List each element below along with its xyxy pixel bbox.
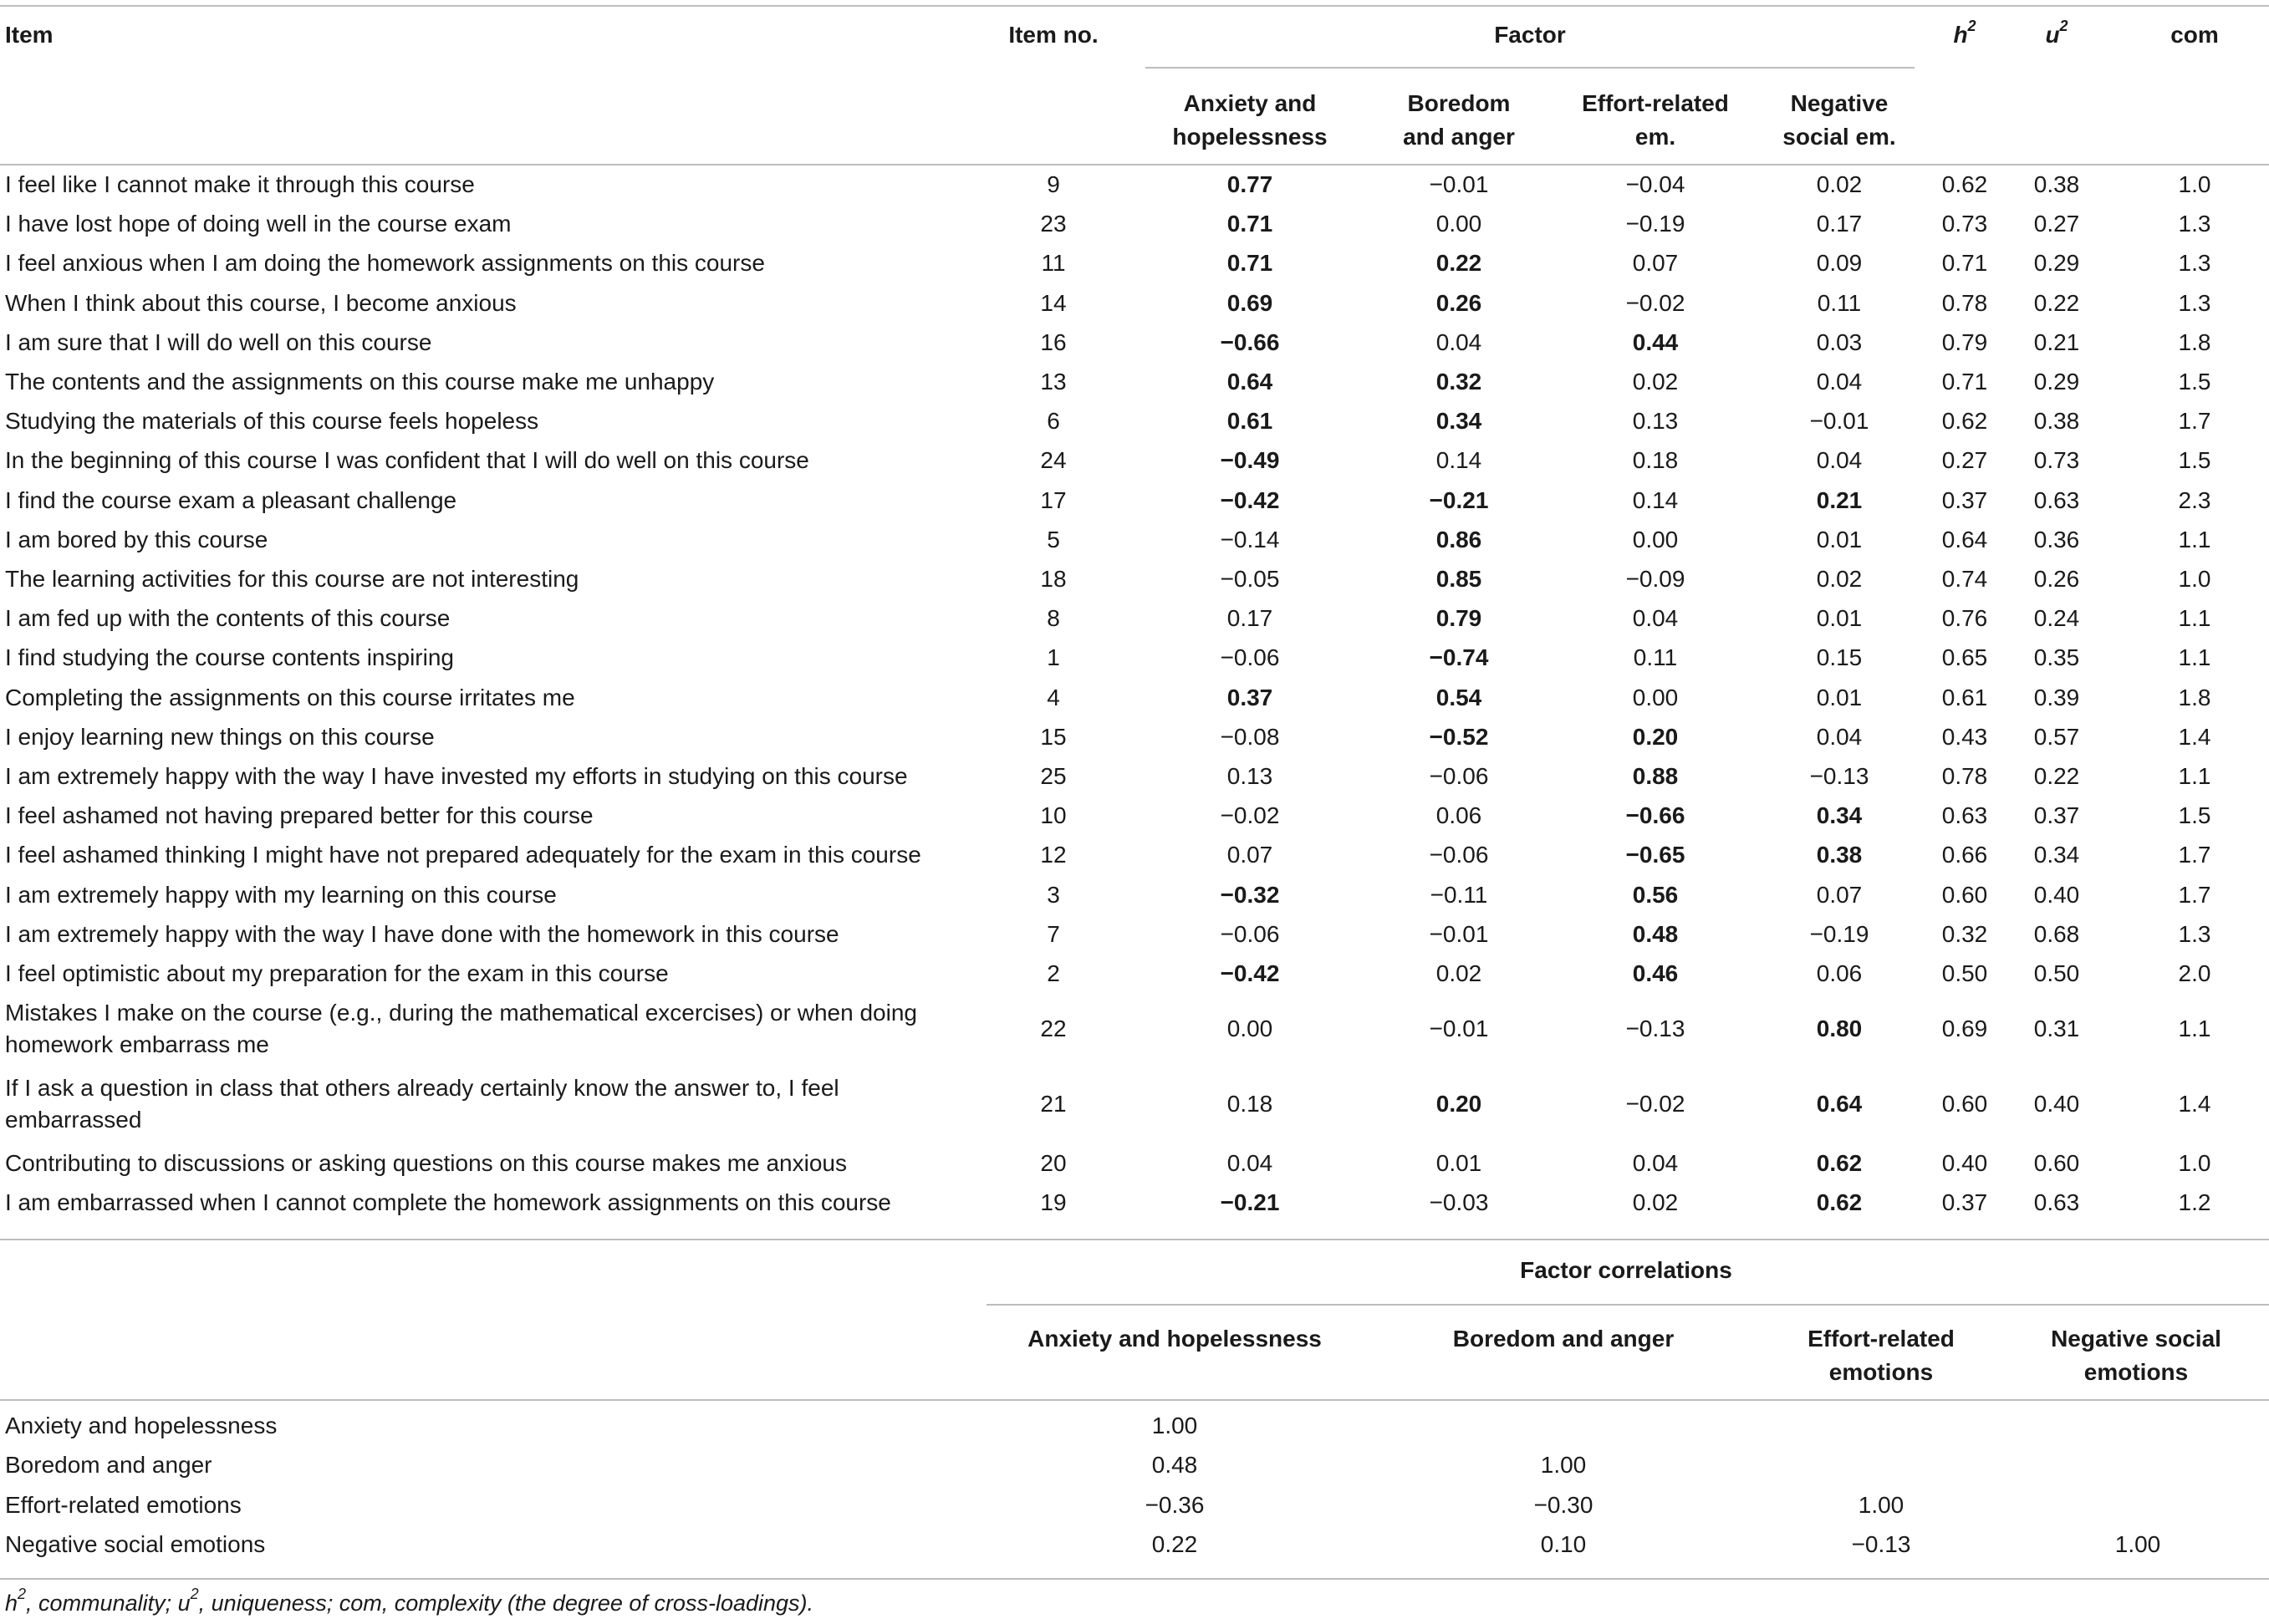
header-bottom-rule <box>0 164 2269 165</box>
h2-value: 0.60 <box>1941 881 1988 908</box>
h2-value: 0.62 <box>1941 171 1988 197</box>
factor-loading-4: 0.01 <box>1816 605 1863 632</box>
item-number: 19 <box>1040 1189 1067 1216</box>
com-value: 1.0 <box>2178 1150 2211 1177</box>
h2-value: 0.60 <box>1941 1091 1988 1117</box>
table-row <box>0 838 2269 878</box>
factor-loading-3: 0.07 <box>1632 250 1679 277</box>
item-text-continued: embarrassed <box>5 1107 142 1133</box>
item-number: 20 <box>1040 1150 1067 1177</box>
table-row <box>0 207 2269 247</box>
com-value: 1.5 <box>2178 802 2211 829</box>
table-row <box>0 523 2269 563</box>
item-text: I feel anxious when I am doing the homework assignments on this course <box>5 250 765 277</box>
header-u2: $u^2$ <box>2045 17 2068 48</box>
u2-value: 0.24 <box>2033 605 2080 632</box>
corr-header-3: Effort-related emotions <box>1808 1326 1955 1385</box>
factor-loading-3: 0.46 <box>1632 960 1679 986</box>
item-text: I find studying the course contents inspiring <box>5 644 454 671</box>
factor-loading-4: −0.19 <box>1809 920 1869 947</box>
table-row <box>0 405 2269 444</box>
u2-value: 0.29 <box>2033 250 2080 277</box>
header-factor: Factor <box>1494 22 1566 48</box>
com-value: 1.4 <box>2178 1091 2211 1117</box>
factor-loading-3: 0.04 <box>1632 605 1679 632</box>
factor-loading-4: 0.09 <box>1816 250 1863 277</box>
item-number: 13 <box>1040 369 1067 395</box>
item-text: I feel like I cannot make it through this course <box>5 171 475 197</box>
factor-loading-4: 0.07 <box>1816 881 1863 908</box>
item-text: I am fed up with the contents of this course <box>5 605 451 632</box>
u2-value: 0.31 <box>2033 1016 2080 1042</box>
item-text: If I ask a question in class that others already certainly know the answer to, I feel <box>5 1075 839 1102</box>
u2-value: 0.35 <box>2033 644 2080 671</box>
header-factor-1: Anxiety and hopelessness <box>1172 90 1328 150</box>
factor-loading-2: 0.04 <box>1435 328 1482 355</box>
factor-loading-3: 0.20 <box>1632 723 1679 750</box>
item-number: 9 <box>1047 171 1060 197</box>
factor-loading-3: −0.13 <box>1625 1016 1685 1042</box>
table-row <box>0 957 2269 996</box>
factor-loading-2: 0.06 <box>1435 802 1482 829</box>
factor-loading-4: 0.62 <box>1816 1150 1863 1177</box>
factor-loading-1: −0.08 <box>1220 723 1280 750</box>
correlation-row <box>0 1528 2269 1567</box>
factor-loading-3: 0.14 <box>1632 486 1679 513</box>
item-number: 11 <box>1041 250 1066 277</box>
factor-loading-1: 0.69 <box>1226 289 1273 316</box>
factor-loading-3: 0.44 <box>1632 328 1679 355</box>
factor-loading-2: 0.00 <box>1435 211 1482 237</box>
item-text: I have lost hope of doing well in the course exam <box>5 211 512 237</box>
item-number: 1 <box>1047 644 1060 671</box>
factor-loading-1: −0.32 <box>1220 881 1280 908</box>
factor-loading-4: 0.01 <box>1816 684 1863 710</box>
factor-loading-3: −0.04 <box>1625 171 1685 197</box>
item-number: 25 <box>1040 763 1067 789</box>
com-value: 1.0 <box>2178 566 2211 592</box>
item-number: 3 <box>1047 881 1060 908</box>
com-value: 1.3 <box>2178 211 2211 237</box>
factor-loading-4: 0.15 <box>1816 644 1863 671</box>
item-text: I am extremely happy with the way I have invested my efforts in studying on this course <box>5 763 908 789</box>
item-number: 24 <box>1040 447 1067 474</box>
item-number: 23 <box>1040 211 1067 237</box>
correlation-value-1: 0.48 <box>1151 1452 1198 1479</box>
factor-loading-3: 0.00 <box>1632 684 1679 710</box>
factor-loading-2: −0.74 <box>1429 644 1489 671</box>
factor-loading-4: 0.01 <box>1816 526 1863 552</box>
u2-value: 0.34 <box>2033 842 2080 868</box>
factor-loading-1: 0.71 <box>1226 211 1273 237</box>
h2-value: 0.65 <box>1941 644 1988 671</box>
factor-loading-4: 0.80 <box>1816 1016 1863 1042</box>
table-row <box>0 878 2269 918</box>
factor-loading-3: 0.48 <box>1632 920 1679 947</box>
com-value: 2.3 <box>2178 486 2211 513</box>
factor-loading-1: 0.04 <box>1226 1150 1273 1177</box>
h2-value: 0.43 <box>1941 723 1988 750</box>
factor-loading-3: −0.09 <box>1625 566 1685 592</box>
factor-loading-1: 0.07 <box>1226 842 1273 868</box>
correlation-value-2: −0.30 <box>1533 1491 1593 1518</box>
factor-loading-1: −0.21 <box>1220 1189 1280 1216</box>
h2-value: 0.40 <box>1941 1150 1988 1177</box>
item-text: I am bored by this course <box>5 526 268 552</box>
correlation-row-label: Effort-related emotions <box>5 1491 242 1518</box>
item-number: 21 <box>1040 1091 1067 1117</box>
u2-value: 0.68 <box>2033 920 2080 947</box>
table-row <box>0 720 2269 760</box>
u2-value: 0.37 <box>2033 802 2080 829</box>
factor-loading-4: 0.11 <box>1817 289 1862 316</box>
table-row <box>0 996 2269 1072</box>
item-number: 8 <box>1047 605 1060 632</box>
loadings-bottom-rule <box>0 1239 2269 1240</box>
u2-value: 0.60 <box>2033 1150 2080 1177</box>
factor-loading-4: 0.38 <box>1816 842 1863 868</box>
factor-loading-2: −0.01 <box>1429 171 1489 197</box>
header-h2: $h^2$ <box>1953 17 1976 48</box>
correlation-value-4: 1.00 <box>2114 1530 2161 1557</box>
bottom-rule <box>0 1578 2269 1580</box>
com-value: 1.3 <box>2178 250 2211 277</box>
factor-loading-1: 0.13 <box>1226 763 1273 789</box>
item-number: 5 <box>1047 526 1060 552</box>
factor-loading-4: 0.04 <box>1816 723 1863 750</box>
u2-value: 0.63 <box>2033 486 2080 513</box>
factor-loading-4: 0.06 <box>1816 960 1863 986</box>
item-text: I am embarrassed when I cannot complete the homework assignments on this course <box>5 1189 891 1216</box>
top-rule <box>0 5 2269 7</box>
item-text: When I think about this course, I become anxious <box>5 289 517 316</box>
correlation-row-label: Boredom and anger <box>5 1452 212 1479</box>
correlation-row-label: Negative social emotions <box>5 1530 266 1557</box>
com-value: 1.1 <box>2178 526 2211 552</box>
factor-loading-4: 0.04 <box>1816 369 1863 395</box>
item-text: I feel optimistic about my preparation for the exam in this course <box>5 960 669 986</box>
table-row <box>0 681 2269 720</box>
factor-loading-3: 0.00 <box>1632 526 1679 552</box>
factor-loading-4: 0.34 <box>1816 802 1863 829</box>
factor-loading-4: −0.01 <box>1809 408 1869 435</box>
factor-rule <box>1145 67 1915 69</box>
header-factor-4: Negative social em. <box>1782 90 1896 150</box>
factor-loading-3: 0.02 <box>1632 369 1679 395</box>
table-row <box>0 1186 2269 1225</box>
factor-loading-3: 0.13 <box>1632 408 1679 435</box>
table-row <box>0 799 2269 838</box>
h2-value: 0.78 <box>1941 289 1988 316</box>
correlation-row-label: Anxiety and hopelessness <box>5 1413 278 1438</box>
table-row <box>0 444 2269 483</box>
factor-loading-1: −0.14 <box>1220 526 1280 552</box>
factor-loading-2: 0.26 <box>1435 289 1482 316</box>
header-item: Item <box>5 22 54 48</box>
factor-loading-2: −0.03 <box>1429 1189 1489 1216</box>
h2-value: 0.79 <box>1941 328 1988 355</box>
table-row <box>0 484 2269 523</box>
item-text: Studying the materials of this course feels hopeless <box>5 408 539 435</box>
factor-loading-1: 0.18 <box>1226 1091 1273 1117</box>
factor-loading-1: −0.05 <box>1220 566 1280 592</box>
com-value: 1.7 <box>2178 408 2211 435</box>
u2-value: 0.39 <box>2033 684 2080 710</box>
factor-loading-3: 0.02 <box>1632 1189 1679 1216</box>
com-value: 1.7 <box>2178 842 2211 868</box>
table-row <box>0 563 2269 602</box>
com-value: 1.5 <box>2178 369 2211 395</box>
factor-loading-1: 0.61 <box>1226 408 1273 435</box>
item-text: Contributing to discussions or asking questions on this course makes me anxious <box>5 1150 847 1177</box>
header-com: com <box>2170 22 2219 48</box>
factor-loading-2: −0.52 <box>1429 723 1489 750</box>
factor-loading-2: 0.86 <box>1435 526 1482 552</box>
table-row <box>0 1072 2269 1147</box>
com-value: 1.1 <box>2178 605 2211 632</box>
table-row <box>0 168 2269 207</box>
item-number: 10 <box>1040 802 1067 829</box>
factor-loading-2: 0.54 <box>1435 684 1482 710</box>
factor-loading-4: 0.03 <box>1816 328 1863 355</box>
u2-value: 0.27 <box>2033 211 2080 237</box>
factor-loading-2: 0.32 <box>1435 369 1482 395</box>
u2-value: 0.73 <box>2033 447 2080 474</box>
corr-header-bottom-rule <box>0 1399 2269 1401</box>
factor-loading-4: 0.02 <box>1816 566 1863 592</box>
factor-loading-3: −0.02 <box>1625 1091 1685 1117</box>
item-number: 14 <box>1040 289 1067 316</box>
factor-loading-1: 0.77 <box>1226 171 1273 197</box>
factor-loading-1: −0.06 <box>1220 644 1280 671</box>
item-number: 18 <box>1040 566 1067 592</box>
h2-value: 0.76 <box>1941 605 1988 632</box>
com-value: 1.3 <box>2178 920 2211 947</box>
factor-loading-2: −0.06 <box>1429 842 1489 868</box>
table-row <box>0 287 2269 326</box>
correlation-row <box>0 1409 2269 1448</box>
correlations-title-rule <box>987 1304 2269 1306</box>
item-number: 6 <box>1047 408 1060 435</box>
u2-value: 0.40 <box>2033 1091 2080 1117</box>
h2-value: 0.27 <box>1941 447 1988 474</box>
table-row <box>0 641 2269 680</box>
item-text-continued: homework embarrass me <box>5 1031 269 1058</box>
com-value: 1.1 <box>2178 1016 2211 1042</box>
com-value: 2.0 <box>2178 960 2211 986</box>
item-text: I am extremely happy with my learning on this course <box>5 881 557 908</box>
factor-loading-2: 0.22 <box>1435 250 1482 277</box>
com-value: 1.1 <box>2178 644 2211 671</box>
item-text: In the beginning of this course I was confident that I will do well on this course <box>5 447 809 474</box>
factor-loading-3: 0.88 <box>1632 763 1679 789</box>
factor-loading-1: −0.02 <box>1220 802 1280 829</box>
factor-loading-3: 0.11 <box>1633 644 1678 671</box>
item-text: I am extremely happy with the way I have done with the homework in this course <box>5 920 839 947</box>
h2-value: 0.66 <box>1941 842 1988 868</box>
item-number: 22 <box>1040 1016 1067 1042</box>
table-row <box>0 1147 2269 1186</box>
factor-loading-1: −0.42 <box>1220 486 1280 513</box>
correlation-value-1: 0.22 <box>1151 1530 1198 1557</box>
item-number: 7 <box>1047 920 1060 947</box>
factor-loading-2: 0.85 <box>1435 566 1482 592</box>
correlation-value-2: 0.10 <box>1540 1530 1587 1557</box>
correlation-value-2: 1.00 <box>1540 1452 1587 1479</box>
com-value: 1.1 <box>2178 763 2211 789</box>
h2-value: 0.64 <box>1941 526 1988 552</box>
factor-loading-4: 0.02 <box>1816 171 1863 197</box>
item-text: I enjoy learning new things on this course <box>5 723 435 750</box>
header-item-no: Item no. <box>1008 22 1099 48</box>
item-text: Completing the assignments on this course irritates me <box>5 684 575 710</box>
factor-loading-2: 0.20 <box>1435 1091 1482 1117</box>
u2-value: 0.57 <box>2033 723 2080 750</box>
com-value: 1.3 <box>2178 289 2211 316</box>
factor-loading-1: 0.17 <box>1226 605 1273 632</box>
factor-loading-2: 0.14 <box>1435 447 1482 474</box>
com-value: 1.5 <box>2178 447 2211 474</box>
item-text: I find the course exam a pleasant challenge <box>5 486 457 513</box>
table-row <box>0 247 2269 286</box>
correlation-value-1: −0.36 <box>1145 1491 1205 1518</box>
factor-loading-2: 0.02 <box>1435 960 1482 986</box>
table-row <box>0 760 2269 799</box>
u2-value: 0.22 <box>2033 289 2080 316</box>
factor-loading-2: −0.01 <box>1429 920 1489 947</box>
factor-loading-1: −0.06 <box>1220 920 1280 947</box>
com-value: 1.8 <box>2178 684 2211 710</box>
table-footnote: $h^2$, communality; $u^2$, uniqueness; com, complexity (the degree of cross-loadings). <box>5 1586 814 1616</box>
item-number: 2 <box>1047 960 1060 986</box>
u2-value: 0.26 <box>2033 566 2080 592</box>
factor-loading-3: −0.19 <box>1625 211 1685 237</box>
factor-loading-2: −0.21 <box>1429 486 1489 513</box>
h2-value: 0.37 <box>1941 486 1988 513</box>
corr-header-2: Boredom and anger <box>1452 1326 1675 1352</box>
table-row <box>0 326 2269 365</box>
factor-loading-2: −0.06 <box>1429 763 1489 789</box>
com-value: 1.4 <box>2178 723 2211 750</box>
item-number: 4 <box>1047 684 1060 710</box>
corr-header-4: Negative social emotions <box>2051 1326 2221 1385</box>
table-row <box>0 918 2269 957</box>
item-text: The learning activities for this course are not interesting <box>5 566 579 592</box>
corr-header-1: Anxiety and hopelessness <box>1027 1326 1322 1352</box>
table-row <box>0 602 2269 641</box>
h2-value: 0.71 <box>1941 250 1988 277</box>
correlation-row <box>0 1489 2269 1528</box>
item-number: 17 <box>1040 486 1067 513</box>
factor-loading-3: −0.02 <box>1625 289 1685 316</box>
factor-loading-4: 0.64 <box>1816 1091 1863 1117</box>
item-text: I feel ashamed thinking I might have not prepared adequately for the exam in this course <box>5 842 921 868</box>
u2-value: 0.22 <box>2033 763 2080 789</box>
item-text: I feel ashamed not having prepared better for this course <box>5 802 594 829</box>
item-number: 12 <box>1040 842 1067 868</box>
factor-loading-1: 0.00 <box>1226 1016 1273 1042</box>
correlation-value-1: 1.00 <box>1151 1413 1198 1438</box>
correlation-row <box>0 1448 2269 1488</box>
factor-loading-3: −0.66 <box>1625 802 1685 829</box>
factor-loading-3: −0.65 <box>1625 842 1685 868</box>
factor-loading-1: −0.49 <box>1220 447 1280 474</box>
correlation-value-3: −0.13 <box>1851 1530 1911 1557</box>
h2-value: 0.63 <box>1941 802 1988 829</box>
u2-value: 0.50 <box>2033 960 2080 986</box>
com-value: 1.2 <box>2178 1189 2211 1216</box>
item-number: 16 <box>1040 328 1067 355</box>
factor-loading-3: 0.56 <box>1632 881 1679 908</box>
h2-value: 0.62 <box>1941 408 1988 435</box>
u2-value: 0.29 <box>2033 369 2080 395</box>
h2-value: 0.78 <box>1941 763 1988 789</box>
factor-loading-4: 0.04 <box>1816 447 1863 474</box>
com-value: 1.8 <box>2178 328 2211 355</box>
factor-loading-2: −0.01 <box>1429 1016 1489 1042</box>
h2-value: 0.69 <box>1941 1016 1988 1042</box>
factor-loading-1: 0.71 <box>1226 250 1273 277</box>
item-text: Mistakes I make on the course (e.g., during the mathematical excercises) or when doing <box>5 1000 917 1026</box>
factor-loading-4: 0.62 <box>1816 1189 1863 1216</box>
com-value: 1.7 <box>2178 881 2211 908</box>
factor-loading-4: 0.17 <box>1816 211 1863 237</box>
factor-loading-1: 0.64 <box>1226 369 1273 395</box>
h2-value: 0.71 <box>1941 369 1988 395</box>
item-text: The contents and the assignments on this course make me unhappy <box>5 369 715 395</box>
h2-value: 0.73 <box>1941 211 1988 237</box>
u2-value: 0.63 <box>2033 1189 2080 1216</box>
factor-loading-1: −0.66 <box>1220 328 1280 355</box>
table-row <box>0 365 2269 405</box>
h2-value: 0.61 <box>1941 684 1988 710</box>
u2-value: 0.38 <box>2033 408 2080 435</box>
correlations-title: Factor correlations <box>1520 1257 1732 1283</box>
u2-value: 0.38 <box>2033 171 2080 197</box>
u2-value: 0.40 <box>2033 881 2080 908</box>
h2-value: 0.37 <box>1941 1189 1988 1216</box>
u2-value: 0.36 <box>2033 526 2080 552</box>
factor-loading-1: 0.37 <box>1226 684 1273 710</box>
factor-loading-1: −0.42 <box>1220 960 1280 986</box>
factor-loading-3: 0.18 <box>1632 447 1679 474</box>
factor-loading-3: 0.04 <box>1632 1150 1679 1177</box>
header-factor-2: Boredom and anger <box>1403 90 1515 150</box>
factor-loading-4: −0.13 <box>1809 763 1869 789</box>
item-number: 15 <box>1040 723 1067 750</box>
factor-loading-2: 0.79 <box>1435 605 1482 632</box>
h2-value: 0.50 <box>1941 960 1988 986</box>
h2-value: 0.74 <box>1941 566 1988 592</box>
item-text: I am sure that I will do well on this course <box>5 328 432 355</box>
factor-loading-2: 0.01 <box>1435 1150 1482 1177</box>
u2-value: 0.21 <box>2033 328 2080 355</box>
com-value: 1.0 <box>2178 171 2211 197</box>
h2-value: 0.32 <box>1941 920 1988 947</box>
header-factor-3: Effort-related em. <box>1582 90 1729 150</box>
factor-loading-2: −0.11 <box>1430 881 1488 908</box>
factor-loading-4: 0.21 <box>1816 486 1863 513</box>
correlation-value-3: 1.00 <box>1858 1491 1904 1518</box>
factor-loading-2: 0.34 <box>1435 408 1482 435</box>
